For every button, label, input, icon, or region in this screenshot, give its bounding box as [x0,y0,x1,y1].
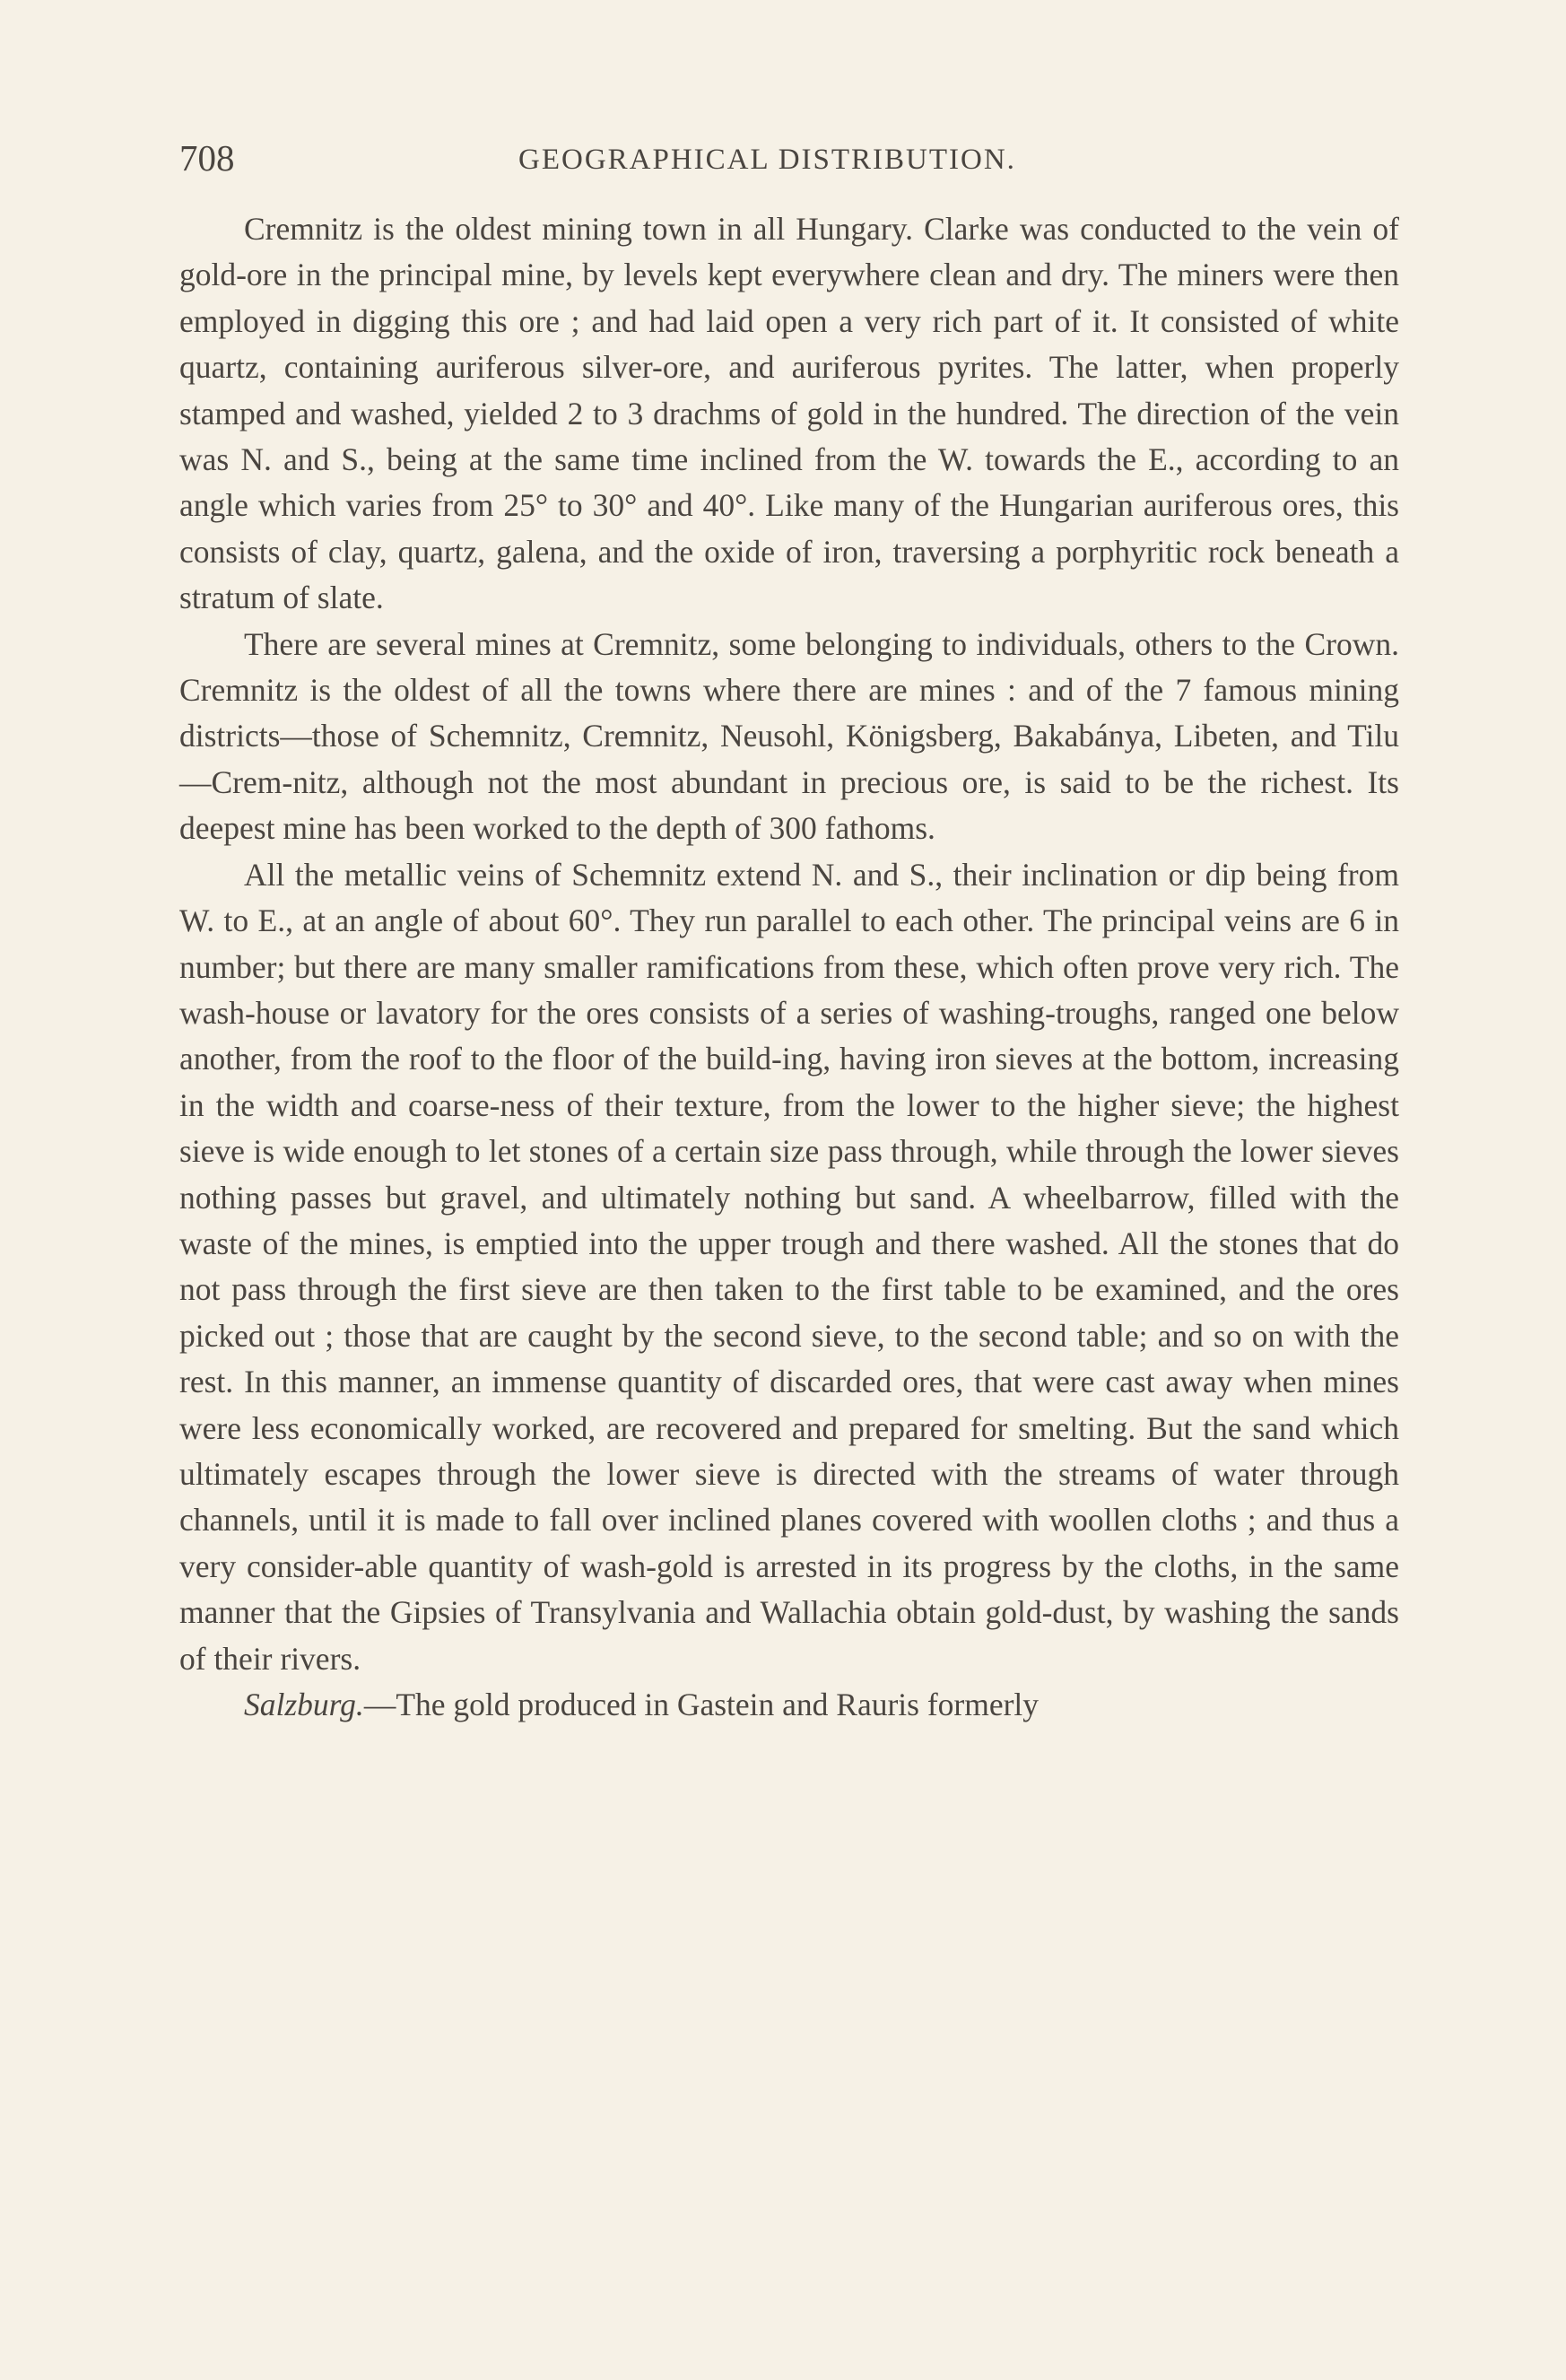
salzburg-lead-in: Salzburg. [244,1687,364,1722]
paragraph-schemnitz-veins: All the metallic veins of Schemnitz extend N. and S., their inclination or dip being from W. to E., at an angle of about 60°. They run parallel to each other. The principal veins are 6 in number; but there are many smaller ramifications from these, which often prove very rich. The wash-house or lavatory for the ores consists of a series of washing-troughs, ranged one below another, from the roof to the floor of the build-ing, having iron sieves at the bottom, increasing in the width and coarse-ness of their texture, from the lower to the higher sieve; the highest sieve is wide enough to let stones of a certain size pass through, while through the lower sieves nothing passes but gravel, and ultimately nothing but sand. A wheelbarrow, filled with the waste of the mines, is emptied into the upper trough and there washed. All the stones that do not pass through the first sieve are then taken to the first table to be examined, and the ores picked out ; those that are caught by the second sieve, to the second table; and so on with the rest. In this manner, an immense quantity of discarded ores, that were cast away when mines were less economically worked, are recovered and prepared for smelting. But the sand which ultimately escapes through the lower sieve is directed with the streams of water through channels, until it is made to fall over inclined planes covered with woollen cloths ; and thus a very consider-able quantity of wash-gold is arrested in its progress by the cloths, in the same manner that the Gipsies of Transylvania and Wallachia obtain gold-dust, by washing the sands of their rivers. [179,856,1399,1677]
paragraph-salzburg [179,1682,1399,1728]
running-head [179,133,1399,187]
running-title: GEOGRAPHICAL DISTRIBUTION. [518,144,1016,176]
salzburg-text: —The gold produced in Gastein and Rauris formerly [363,1687,1040,1722]
page-number: 708 [179,137,235,179]
paragraph-cremnitz-mine: Cremnitz is the oldest mining town in all Hungary. Clarke was conducted to the vein of gold-ore in the principal mine, by levels kept everywhere clean and dry. The miners were then employed in digging this ore ; and had laid open a very rich part of it. It consisted of white quartz, containing auriferous silver-ore, and auriferous pyrites. The latter, when properly stamped and washed, yielded 2 to 3 drachms of gold in the hundred. The direction of the vein was N. and S., being at the same time inclined from the W. towards the E., according to an angle which varies from 25° to 30° and 40°. Like many of the Hungarian auriferous ores, this consists of clay, quartz, galena, and the oxide of iron, traversing a porphyritic rock beneath a stratum of slate. [179,211,1399,616]
body-text [179,206,1399,1728]
paragraph-cremnitz-mines: There are several mines at Cremnitz, some belonging to individuals, others to the Crown. Cremnitz is the oldest of all the towns where there are mines : and of the 7 famous mining districts—those of Schemnitz, Cremnitz, Neusohl, Königsberg, Bakabánya, Libeten, and Tilu—Crem-nitz, although not the most abundant in precious ore, is said to be the richest. Its deepest mine has been worked to the depth of 300 fathoms. [179,625,1399,847]
